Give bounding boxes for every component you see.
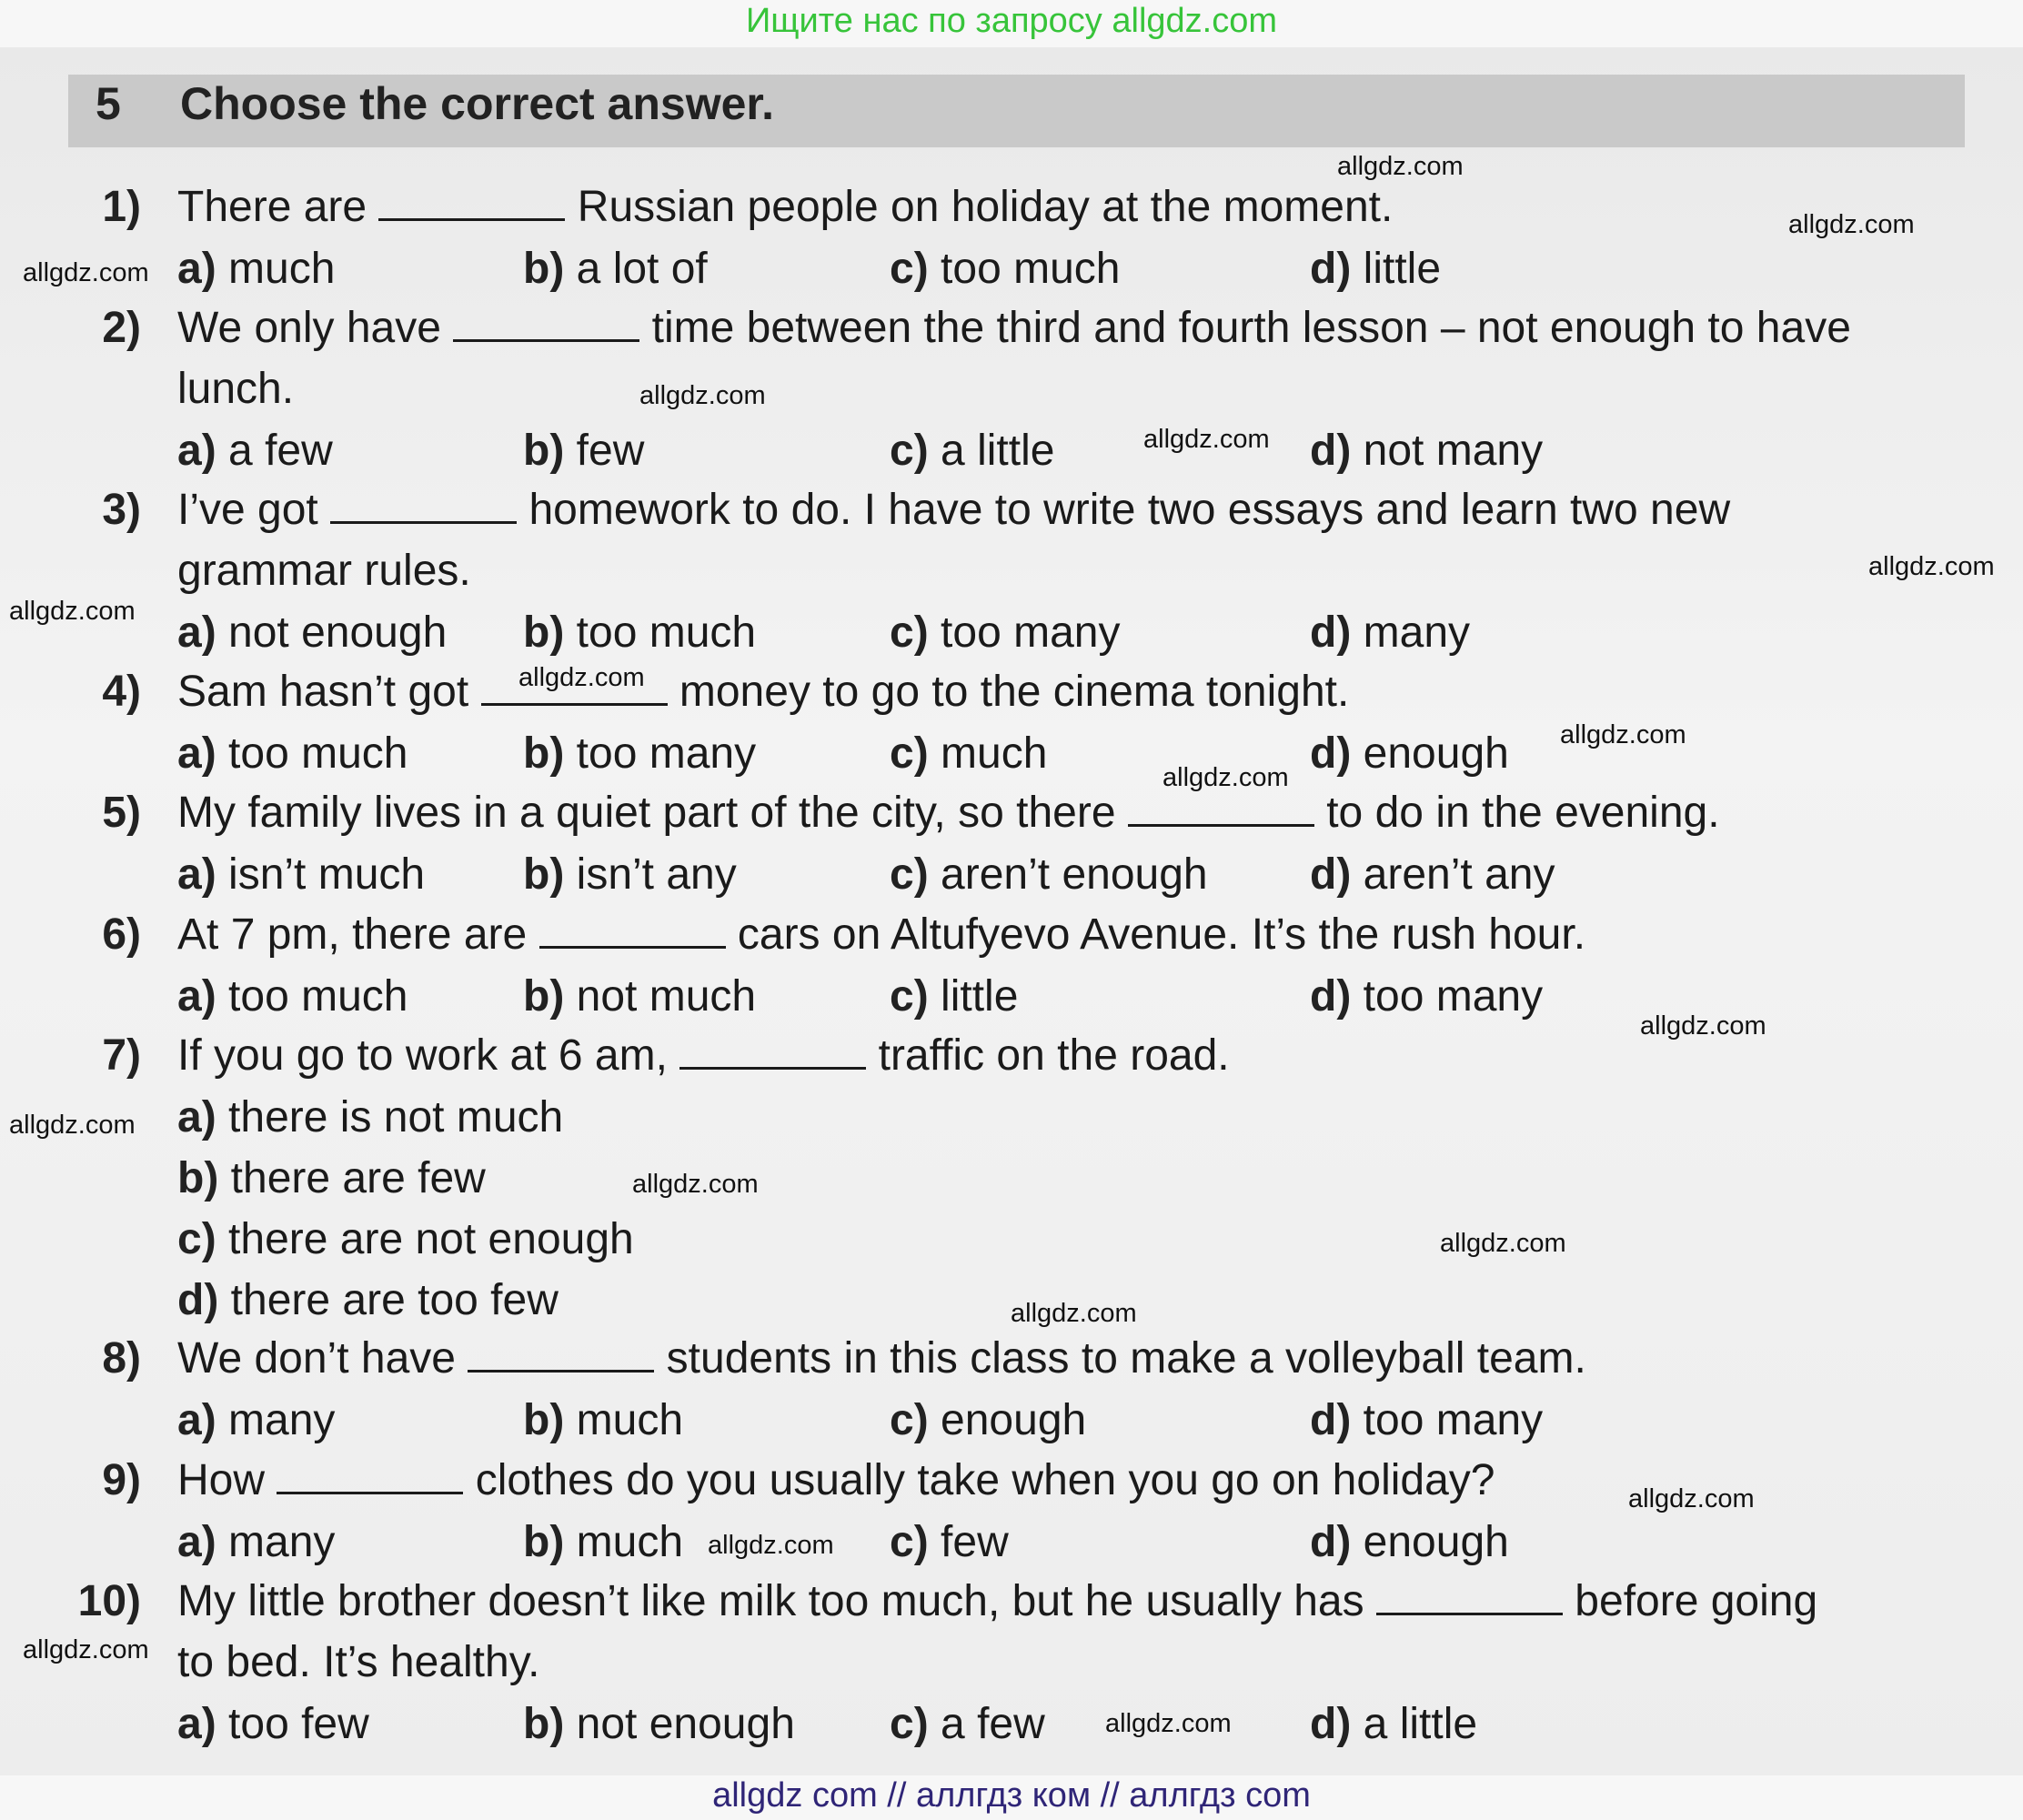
option-text: not enough xyxy=(576,1700,795,1748)
answer-blank xyxy=(378,182,565,221)
option-letter: d) xyxy=(1310,427,1352,475)
question-text-part: I’ve got xyxy=(177,486,318,534)
watermark-text: allgdz.com xyxy=(9,1111,136,1140)
answer-option xyxy=(1310,971,1543,1022)
option-text: there are few xyxy=(230,1154,486,1202)
answer-option xyxy=(1310,729,1509,779)
answer-option xyxy=(890,850,1208,900)
option-letter: b) xyxy=(523,427,565,475)
answer-blank xyxy=(468,1333,654,1373)
watermark-text: allgdz.com xyxy=(1788,210,1915,239)
question-number: 7) xyxy=(102,1031,141,1080)
watermark-text: allgdz.com xyxy=(1640,1011,1766,1041)
option-letter: c) xyxy=(890,245,929,293)
question-text xyxy=(177,182,1393,233)
option-letter: a) xyxy=(177,972,216,1021)
option-text: little xyxy=(1363,245,1442,293)
option-letter: b) xyxy=(523,1700,565,1748)
question-text xyxy=(177,485,1730,536)
option-text: little xyxy=(941,972,1019,1021)
option-letter: c) xyxy=(890,1396,929,1444)
option-letter: a) xyxy=(177,1700,216,1748)
question-text-part: lunch. xyxy=(177,365,295,413)
question-text-part: If you go to work at 6 am, xyxy=(177,1031,668,1080)
option-letter: d) xyxy=(1310,245,1352,293)
answer-option xyxy=(890,729,1047,779)
answer-blank xyxy=(679,1031,866,1070)
answer-option xyxy=(523,971,756,1022)
option-text: many xyxy=(228,1518,336,1566)
option-text: too much xyxy=(228,972,408,1021)
option-text: a lot of xyxy=(576,245,708,293)
option-text: there are not enough xyxy=(228,1215,634,1263)
option-text: much xyxy=(941,729,1048,778)
answer-option xyxy=(523,608,756,659)
option-letter: c) xyxy=(177,1215,216,1263)
option-letter: a) xyxy=(177,245,216,293)
answer-option xyxy=(890,244,1120,295)
question-text-part: time between the third and fourth lesson – not enough to have xyxy=(651,304,1851,352)
option-letter: c) xyxy=(890,427,929,475)
option-letter: c) xyxy=(890,608,929,657)
option-text: enough xyxy=(941,1396,1087,1444)
answer-option xyxy=(177,1517,335,1568)
answer-option xyxy=(523,729,756,779)
question-text xyxy=(177,1333,1586,1384)
question-text-part: homework to do. I have to write two essays and learn two new xyxy=(528,486,1731,534)
option-text: much xyxy=(228,245,336,293)
answer-option xyxy=(1310,1699,1477,1750)
question-text-part: How xyxy=(177,1456,266,1504)
answer-option xyxy=(890,971,1018,1022)
option-letter: a) xyxy=(177,427,216,475)
question-text-part: traffic on the road. xyxy=(878,1031,1230,1080)
question-text-part: Russian people on holiday at the moment. xyxy=(577,183,1394,231)
answer-option xyxy=(523,850,737,900)
option-letter: a) xyxy=(177,1518,216,1566)
question-text xyxy=(177,546,471,597)
question-text-part: clothes do you usually take when you go on holiday? xyxy=(475,1456,1495,1504)
watermark-text: allgdz.com xyxy=(632,1170,759,1199)
option-text: too few xyxy=(228,1700,369,1748)
watermark-text: allgdz.com xyxy=(1011,1299,1137,1328)
answer-option xyxy=(890,1699,1045,1750)
option-text: not many xyxy=(1363,427,1544,475)
watermark-text: allgdz.com xyxy=(1143,425,1270,454)
question-text-part: We don’t have xyxy=(177,1334,456,1383)
answer-option xyxy=(1310,1517,1509,1568)
answer-blank xyxy=(453,303,639,342)
option-letter: b) xyxy=(523,608,565,657)
watermark-text: allgdz.com xyxy=(1560,720,1686,749)
watermark-text: allgdz.com xyxy=(1162,763,1289,792)
option-letter: c) xyxy=(890,850,929,899)
section-title: Choose the correct answer. xyxy=(180,78,775,129)
option-text: few xyxy=(576,427,645,475)
option-text: many xyxy=(1363,608,1471,657)
option-letter: b) xyxy=(523,850,565,899)
option-letter: d) xyxy=(1310,1700,1352,1748)
option-letter: b) xyxy=(523,972,565,1021)
option-text: aren’t enough xyxy=(941,850,1208,899)
question-text xyxy=(177,788,1720,839)
answer-blank xyxy=(539,910,726,949)
option-letter: b) xyxy=(523,1518,565,1566)
question-text-part: There are xyxy=(177,183,367,231)
watermark-text: allgdz.com xyxy=(1628,1484,1755,1513)
answer-blank xyxy=(277,1455,463,1494)
option-text: too much xyxy=(228,729,408,778)
answer-option xyxy=(177,1275,559,1326)
question-number: 4) xyxy=(102,668,141,716)
answer-option xyxy=(1310,608,1470,659)
answer-option xyxy=(177,729,408,779)
option-letter: a) xyxy=(177,1093,216,1141)
answer-option xyxy=(177,1153,486,1204)
option-text: a few xyxy=(941,1700,1045,1748)
answer-option xyxy=(523,1395,683,1446)
option-text: enough xyxy=(1363,729,1509,778)
question-number: 5) xyxy=(102,789,141,837)
option-letter: d) xyxy=(1310,1396,1352,1444)
option-letter: c) xyxy=(890,1518,929,1566)
answer-option xyxy=(523,1517,683,1568)
question-text-part: to do in the evening. xyxy=(1326,789,1720,837)
option-text: a little xyxy=(941,427,1055,475)
watermark-text: allgdz.com xyxy=(639,381,766,410)
answer-option xyxy=(177,608,447,659)
question-text xyxy=(177,364,294,415)
answer-option xyxy=(177,1092,563,1143)
option-letter: b) xyxy=(523,1396,565,1444)
option-text: a few xyxy=(228,427,333,475)
question-text-part: My little brother doesn’t like milk too much, but he usually has xyxy=(177,1577,1364,1625)
question-text-part: Sam hasn’t got xyxy=(177,668,469,716)
question-text-part: grammar rules. xyxy=(177,547,471,595)
option-text: too much xyxy=(576,608,757,657)
answer-option xyxy=(177,1214,634,1265)
watermark-text: allgdz.com xyxy=(1868,552,1995,581)
watermark-text: allgdz.com xyxy=(9,597,136,626)
option-letter: d) xyxy=(1310,729,1352,778)
watermark-text: allgdz.com xyxy=(1337,152,1464,181)
answer-option xyxy=(523,426,644,477)
option-text: not enough xyxy=(228,608,448,657)
watermark-text: allgdz.com xyxy=(1105,1709,1232,1738)
question-number: 1) xyxy=(102,183,141,231)
answer-blank xyxy=(1376,1576,1563,1615)
answer-blank xyxy=(330,485,517,524)
question-text xyxy=(177,1576,1817,1627)
question-text xyxy=(177,303,1851,354)
watermark-text: allgdz.com xyxy=(23,1635,149,1664)
question-number: 2) xyxy=(102,304,141,352)
answer-option xyxy=(890,1395,1086,1446)
answer-option xyxy=(890,608,1120,659)
option-letter: a) xyxy=(177,729,216,778)
answer-option xyxy=(1310,1395,1543,1446)
option-text: isn’t any xyxy=(576,850,737,899)
option-text: too many xyxy=(941,608,1121,657)
option-text: too many xyxy=(1363,1396,1544,1444)
question-text-part: before going xyxy=(1575,1577,1818,1625)
option-text: too much xyxy=(941,245,1121,293)
answer-option xyxy=(1310,850,1555,900)
question-text xyxy=(177,1455,1495,1506)
question-text xyxy=(177,667,1349,718)
watermark-text: allgdz.com xyxy=(708,1531,834,1560)
option-text: not much xyxy=(576,972,757,1021)
answer-option xyxy=(177,850,425,900)
option-letter: b) xyxy=(523,729,565,778)
question-text-part: money to go to the cinema tonight. xyxy=(679,668,1350,716)
option-letter: a) xyxy=(177,608,216,657)
option-text: much xyxy=(576,1396,684,1444)
option-letter: c) xyxy=(890,729,929,778)
question-number: 10) xyxy=(77,1577,141,1625)
option-letter: d) xyxy=(1310,1518,1352,1566)
question-text-part: We only have xyxy=(177,304,441,352)
question-number: 8) xyxy=(102,1334,141,1383)
option-letter: d) xyxy=(1310,850,1352,899)
answer-option xyxy=(177,971,408,1022)
answer-option xyxy=(1310,244,1441,295)
answer-blank xyxy=(1128,788,1314,827)
question-number: 6) xyxy=(102,910,141,959)
option-letter: a) xyxy=(177,1396,216,1444)
question-text xyxy=(177,1637,539,1688)
option-letter: a) xyxy=(177,850,216,899)
question-text xyxy=(177,1031,1230,1081)
watermark-text: allgdz.com xyxy=(518,663,645,692)
option-letter: d) xyxy=(177,1276,219,1324)
question-number: 3) xyxy=(102,486,141,534)
answer-option xyxy=(890,1517,1009,1568)
question-text-part: My family lives in a quiet part of the city, so there xyxy=(177,789,1116,837)
option-text: much xyxy=(576,1518,684,1566)
option-text: isn’t much xyxy=(228,850,426,899)
option-letter: d) xyxy=(1310,608,1352,657)
question-text-part: At 7 pm, there are xyxy=(177,910,528,959)
section-number: 5 xyxy=(96,78,121,129)
option-letter: c) xyxy=(890,972,929,1021)
watermark-text: allgdz.com xyxy=(23,258,149,287)
option-letter: c) xyxy=(890,1700,929,1748)
option-text: few xyxy=(941,1518,1009,1566)
answer-option xyxy=(1310,426,1543,477)
option-text: too many xyxy=(576,729,757,778)
question-text xyxy=(177,910,1585,960)
question-text-part: cars on Altufyevo Avenue. It’s the rush hour. xyxy=(737,910,1586,959)
option-letter: b) xyxy=(177,1154,219,1202)
answer-option xyxy=(177,1699,369,1750)
answer-option xyxy=(523,244,708,295)
option-text: there is not much xyxy=(228,1093,564,1141)
option-text: a little xyxy=(1363,1700,1478,1748)
watermark-text: allgdz.com xyxy=(1440,1229,1566,1258)
top-banner: Ищите нас по запросу allgdz.com xyxy=(745,2,1277,40)
bottom-banner: allgdz com // аллгдз ком // аллгдз com xyxy=(712,1776,1311,1815)
option-letter: d) xyxy=(1310,972,1352,1021)
answer-option xyxy=(890,426,1054,477)
answer-option xyxy=(523,1699,795,1750)
option-text: many xyxy=(228,1396,336,1444)
option-text: enough xyxy=(1363,1518,1509,1566)
option-text: aren’t any xyxy=(1363,850,1555,899)
option-letter: b) xyxy=(523,245,565,293)
question-text-part: to bed. It’s healthy. xyxy=(177,1638,540,1686)
question-number: 9) xyxy=(102,1456,141,1504)
answer-option xyxy=(177,1395,335,1446)
option-text: too many xyxy=(1363,972,1544,1021)
answer-option xyxy=(177,426,333,477)
option-text: there are too few xyxy=(230,1276,559,1324)
answer-option xyxy=(177,244,335,295)
question-text-part: students in this class to make a volleyball team. xyxy=(666,1334,1586,1383)
